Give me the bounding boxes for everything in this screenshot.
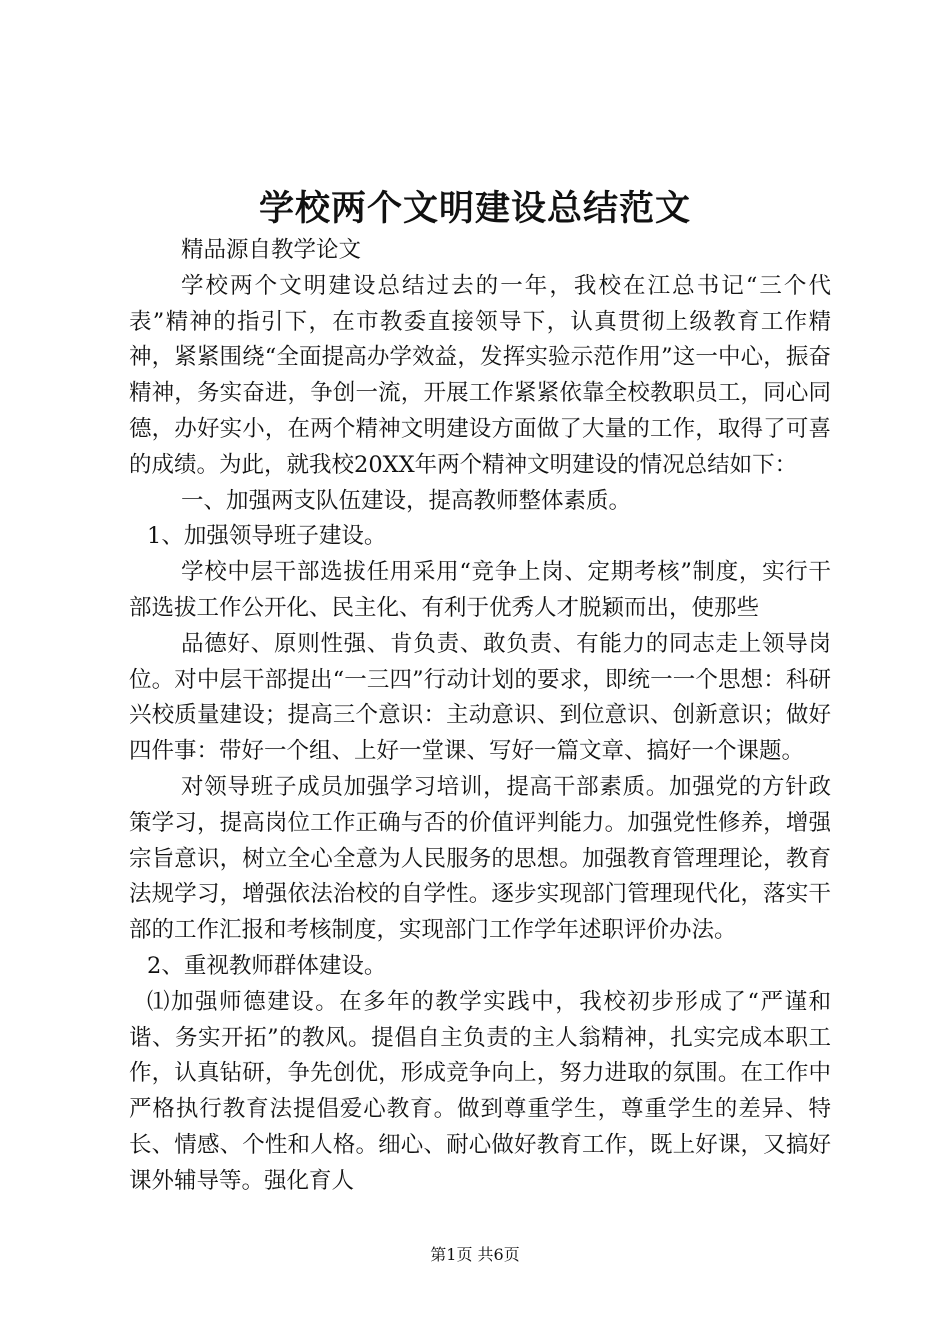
paragraph-cadre-selection: 学校中层干部选拔任用采用“竞争上岗、定期考核”制度，实行干部选拔工作公开化、民主化、有利于优秀人才脱颖而出，使那些 (129, 559, 831, 621)
paragraph-teacher-ethics: ⑴加强师德建设。在多年的教学实践中，我校初步形成了“严谨和谐、务实开拓”的教风。提倡自主负责的主人翁精神，扎实完成本职工作，认真钻研，争先创优，形成竞争向上，努力进取的氛围。在工作中严格执行教育法提倡爱心教育。做到尊重学生，尊重学生的差异、特长、情感、个性和人格。细心、耐心做好教育工作，既上好课，又搞好课外辅导等。强化育人 (129, 988, 831, 1194)
subsection-heading-1: 1、加强领导班子建设。 (147, 523, 387, 550)
paragraph-intro: 学校两个文明建设总结过去的一年，我校在江总书记“三个代表”精神的指引下，在市教委直接领导下，认真贯彻上级教育工作精神，紧紧围绕“全面提高办学效益，发挥实验示范作用”这一中心，振奋精神，务实奋进，争创一流，开展工作紧紧依靠全校教职员工，同心同德，办好实小，在两个精神文明建设方面做了大量的工作，取得了可喜的成绩。为此，就我校20XX年两个精神文明建设的情况总结如下： (129, 272, 831, 478)
paragraph-cadre-requirements: 品德好、原则性强、肯负责、敢负责、有能力的同志走上领导岗位。对中层干部提出“一三四”行动计划的要求，即统一一个思想：科研兴校质量建设；提高三个意识：主动意识、到位意识、创新意识；做好四件事：带好一个组、上好一堂课、写好一篇文章、搞好一个课题。 (129, 630, 831, 765)
source-line: 精品源自教学论文 (181, 237, 362, 263)
document-body (129, 233, 831, 1200)
page-footer: 第1页 共6页 (430, 1245, 520, 1264)
page-title: 学校两个文明建设总结范文 (258, 188, 691, 229)
subsection-heading-2: 2、重视教师群体建设。 (147, 952, 387, 979)
paragraph-leadership-training: 对领导班子成员加强学习培训，提高干部素质。加强党的方针政策学习，提高岗位工作正确与否的价值评判能力。加强党性修养，增强宗旨意识，树立全心全意为人民服务的思想。加强教育管理理论，教育法规学习，增强依法治校的自学性。逐步实现部门管理现代化，落实干部的工作汇报和考核制度，实现部门工作学年述职评价办法。 (129, 773, 831, 944)
section-heading-1: 一、加强两支队伍建设，提高教师整体素质。 (181, 487, 632, 514)
